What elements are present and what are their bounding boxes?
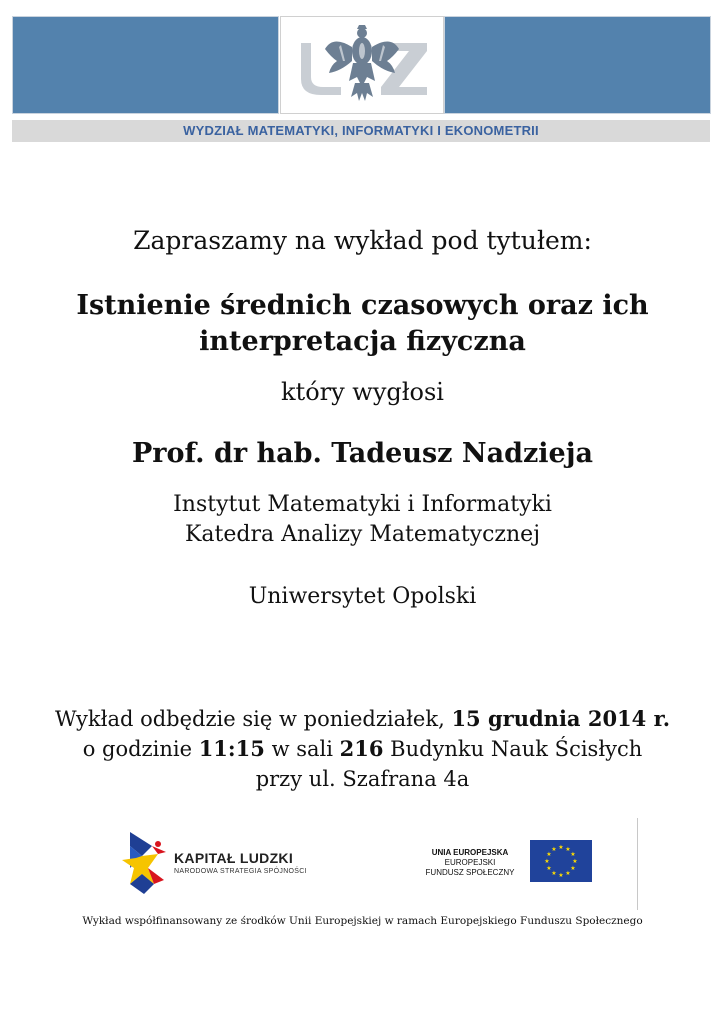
schedule-time: 11:15 [198,736,265,761]
eagle-uz-logo-icon [281,17,443,113]
header-bar-right [444,16,711,114]
kapital-ludzki-subtitle: NARODOWA STRATEGIA SPÓJNOŚCI [174,868,307,875]
kapital-ludzki-logo-icon [118,828,170,898]
university-logo [280,16,444,114]
header-bar-left [12,16,279,114]
svg-text:★: ★ [558,872,564,879]
faculty-name: WYDZIAŁ MATEMATYKI, INFORMATYKI I EKONOMETRII [12,120,710,142]
svg-text:★: ★ [570,865,576,872]
schedule-address: przy ul. Szafrana 4a [255,767,470,791]
eu-text [415,848,525,878]
svg-text:★: ★ [558,844,564,851]
schedule-room-prefix: w sali [264,737,340,761]
schedule-building: Budynku Nauk Ścisłych [383,737,643,761]
schedule-line1 [0,704,725,734]
svg-text:★: ★ [570,851,576,858]
eu-union-label: UNIA EUROPEJSKA [431,848,509,857]
eu-flag-icon [530,840,592,882]
header-banner [12,16,710,114]
svg-text:★: ★ [546,851,552,858]
lecture-title [0,288,725,360]
schedule-date: 15 grudnia 2014 r. [451,706,671,731]
schedule-room: 216 [339,736,384,761]
svg-text:★: ★ [551,870,557,877]
funding-logos [110,818,638,910]
svg-text:★: ★ [565,870,571,877]
invite-line: Zapraszamy na wykład pod tytułem: [133,226,592,255]
svg-text:★: ★ [544,858,550,865]
affiliation-department: Katedra Analizy Matematycznej [184,522,541,547]
eu-fund-line2: FUNDUSZ SPOŁECZNY [425,868,515,877]
speaker-name: Prof. dr hab. Tadeusz Nadzieja [131,438,593,469]
speaker-intro: który wygłosi [281,378,444,406]
schedule-line2 [0,734,725,764]
eu-flag [530,840,592,882]
eu-fund-line1: EUROPEJSKI [444,858,496,867]
funding-note: Wykład współfinansowany ze środków Unii Europejskiej w ramach Europejskiego Funduszu Społecznego [82,915,643,927]
kapital-ludzki-text [174,850,307,875]
speaker-affiliation [0,490,725,550]
lecture-schedule [0,704,725,794]
lecture-title-line1: Istnienie średnich czasowych oraz ich [76,290,649,321]
svg-text:★: ★ [546,865,552,872]
affiliation-institute: Instytut Matematyki i Informatyki [173,492,552,517]
svg-text:★: ★ [572,858,578,865]
speaker-university: Uniwersytet Opolski [248,584,477,609]
svg-text:★: ★ [551,846,557,853]
svg-text:★: ★ [565,846,571,853]
lecture-title-line2: interpretacja fizyczna [199,326,526,357]
kapital-ludzki-title: KAPITAŁ LUDZKI [174,850,294,866]
schedule-day: Wykład odbędzie się w poniedziałek, [54,707,452,731]
schedule-time-prefix: o godzinie [82,737,199,761]
